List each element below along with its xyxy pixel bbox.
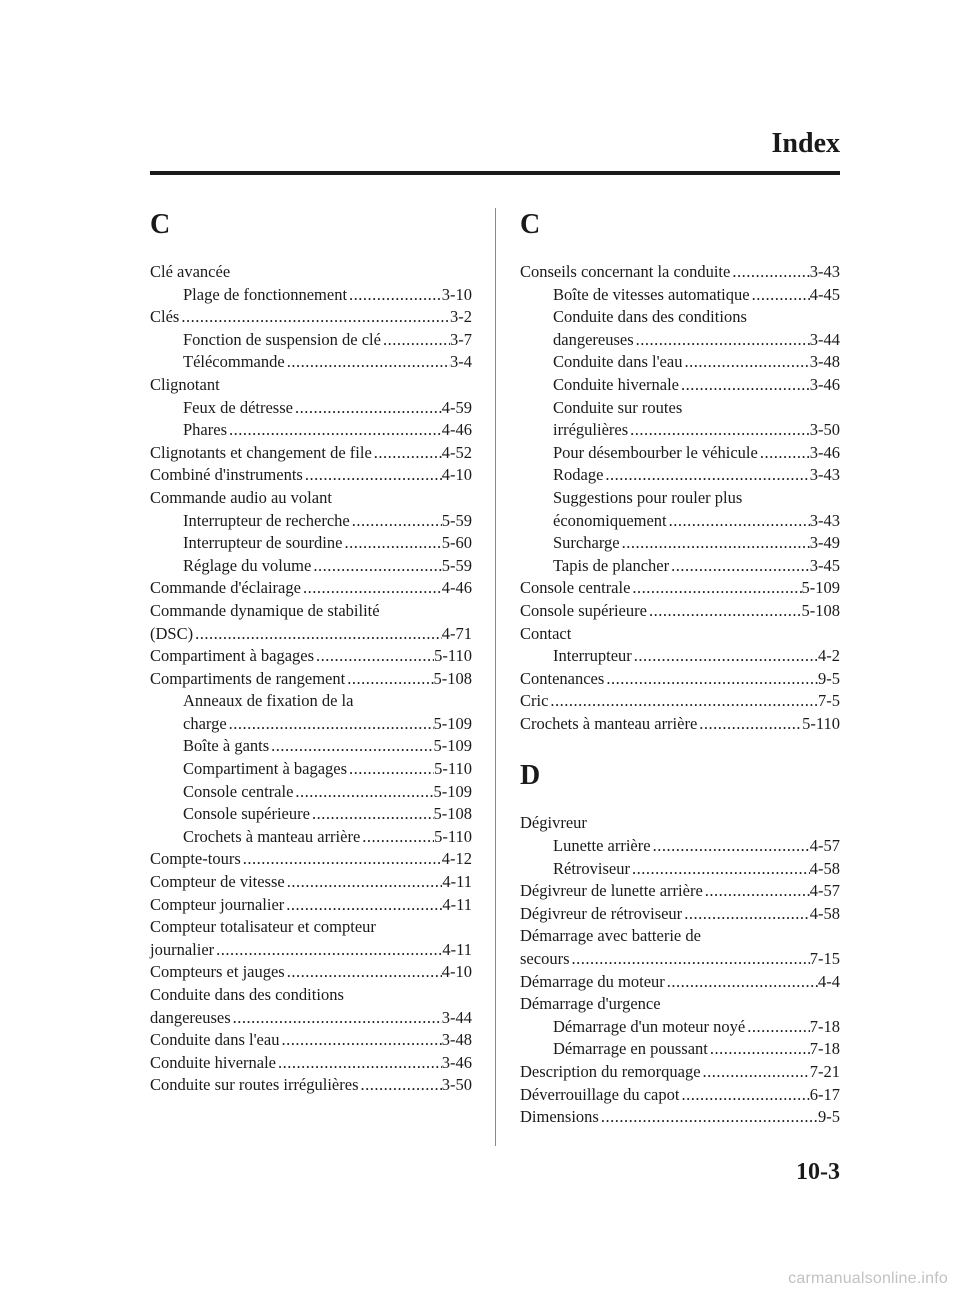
- entry-label: Description du remorquage: [520, 1062, 701, 1081]
- entry-label: Commande dynamique de stabilité: [150, 600, 380, 620]
- entry-page: 7-21: [809, 1062, 840, 1081]
- entry-page: 5-108: [433, 668, 472, 688]
- dot-leader: [599, 1106, 818, 1129]
- index-title: Index: [771, 128, 840, 159]
- entry-label: Conduite sur routes: [553, 397, 683, 417]
- entry-label: Contact: [520, 623, 572, 643]
- entry-label: Compartiments de rangement: [150, 668, 346, 688]
- dot-leader: [604, 668, 818, 691]
- dot-leader: [630, 858, 810, 881]
- entry-page: 3-7: [450, 329, 472, 349]
- entry-label: Conduite dans des conditions: [150, 985, 344, 1004]
- entry-page: 7-15: [809, 949, 840, 969]
- entry-label: Surcharge: [553, 533, 620, 553]
- entry-label: charge: [183, 713, 227, 733]
- entry-page: 3-49: [809, 533, 840, 553]
- dot-leader: [569, 948, 809, 971]
- entry-page: 5-110: [434, 826, 472, 846]
- entry-page: 3-46: [809, 442, 840, 462]
- entry-label: Anneaux de fixation de la: [183, 691, 354, 711]
- entry-label: Compteur journalier: [150, 894, 285, 914]
- entry-label: dangereuses: [553, 329, 634, 349]
- index-entry: [520, 948, 840, 971]
- entry-page: 4-46: [441, 420, 472, 440]
- index-entry: [520, 555, 840, 578]
- entry-page: 4-10: [441, 962, 472, 982]
- entry-label: Démarrage d'urgence: [520, 994, 661, 1014]
- index-entry: [150, 803, 472, 826]
- entry-label: Clignotants et changement de file: [150, 442, 372, 462]
- entry-page: 4-11: [442, 894, 472, 914]
- index-entry: [520, 903, 840, 926]
- left-column: [150, 210, 472, 1097]
- entry-label: Compartiment à bagages: [183, 759, 348, 779]
- index-entry: [150, 645, 472, 668]
- dot-leader: [548, 690, 818, 713]
- entry-label: Conduite dans l'eau: [150, 1030, 280, 1050]
- index-entry: [150, 1029, 472, 1052]
- entry-label: économiquement: [553, 510, 667, 530]
- index-entry: [520, 577, 840, 600]
- entry-label: irrégulières: [553, 420, 629, 440]
- entry-page: 5-59: [441, 555, 472, 575]
- index-entry: [520, 993, 840, 1016]
- section-letter: C: [150, 209, 171, 240]
- entry-page: 3-48: [441, 1030, 472, 1050]
- dot-leader: [603, 464, 809, 487]
- index-entry: [150, 690, 472, 713]
- index-entry: [150, 510, 472, 533]
- entry-label: Interrupteur de sourdine: [183, 533, 343, 553]
- entry-label: Conseils concernant la conduite: [520, 262, 731, 281]
- entry-label: Crochets à manteau arrière: [520, 713, 698, 733]
- entry-label: Feux de détresse: [183, 397, 293, 417]
- dot-leader: [745, 1016, 810, 1039]
- index-entry: [520, 284, 840, 307]
- page-number: 10-3: [796, 1159, 840, 1185]
- index-entry: [150, 464, 472, 487]
- index-entry: [150, 532, 472, 555]
- dot-leader: [310, 803, 434, 826]
- index-entry: [150, 487, 472, 510]
- entry-page: 5-108: [433, 804, 472, 824]
- index-entry: [150, 306, 472, 329]
- entry-page: 3-46: [809, 374, 840, 394]
- dot-leader: [703, 880, 810, 903]
- dot-leader: [667, 510, 810, 533]
- index-entry: [150, 351, 472, 374]
- dot-leader: [679, 1084, 809, 1107]
- index-entry: [150, 781, 472, 804]
- entry-label: Suggestions pour rouler plus: [553, 487, 743, 507]
- entry-page: 5-110: [802, 713, 840, 733]
- index-entry: [150, 374, 472, 397]
- index-entry: [520, 690, 840, 713]
- dot-leader: [193, 623, 442, 646]
- entry-page: 4-10: [441, 465, 472, 485]
- index-entry: [150, 1007, 472, 1030]
- dot-leader: [342, 532, 441, 555]
- dot-leader: [708, 1038, 810, 1061]
- entry-label: Télécommande: [183, 352, 285, 372]
- entry-label: dangereuses: [150, 1007, 231, 1027]
- index-entry: [520, 812, 840, 835]
- dot-leader: [231, 1007, 442, 1030]
- entry-page: 5-109: [433, 736, 472, 756]
- dot-leader: [669, 555, 810, 578]
- dot-leader: [628, 419, 810, 442]
- entry-label: Démarrage en poussant: [553, 1039, 708, 1059]
- index-entry: [150, 577, 472, 600]
- entry-label: Boîte à gants: [183, 736, 270, 756]
- index-entry: [520, 487, 840, 510]
- index-entry: [520, 1038, 840, 1061]
- dot-leader: [634, 329, 810, 352]
- index-entry: [520, 532, 840, 555]
- entry-label: Interrupteur: [553, 646, 632, 666]
- entry-label: Compartiment à bagages: [150, 646, 315, 666]
- entry-label: journalier: [150, 939, 215, 959]
- index-entry: [520, 464, 840, 487]
- index-entry: [520, 351, 840, 374]
- entry-page: 3-50: [809, 420, 840, 440]
- dot-leader: [651, 835, 810, 858]
- entry-page: 3-43: [809, 510, 840, 530]
- entry-label: Console supérieure: [183, 804, 310, 824]
- entry-label: Démarrage d'un moteur noyé: [553, 1016, 746, 1036]
- index-entry: [150, 939, 472, 962]
- index-entry: [150, 916, 472, 939]
- dot-leader: [750, 284, 810, 307]
- dot-leader: [682, 903, 810, 926]
- entry-list: [520, 812, 840, 1128]
- entry-page: 4-52: [441, 442, 472, 462]
- entry-page: 7-5: [818, 691, 840, 711]
- entry-page: 4-12: [441, 849, 472, 869]
- dot-leader: [665, 971, 818, 994]
- dot-leader: [372, 442, 442, 465]
- entry-page: 5-59: [441, 510, 472, 530]
- entry-page: 3-45: [809, 555, 840, 575]
- entry-page: 4-11: [442, 939, 472, 959]
- index-entry: [520, 374, 840, 397]
- entry-label: (DSC): [150, 623, 194, 643]
- entry-label: secours: [520, 949, 570, 969]
- dot-leader: [284, 894, 442, 917]
- watermark: carmanualsonline.info: [788, 1270, 948, 1287]
- index-entry: [520, 971, 840, 994]
- index-entry: [150, 261, 472, 284]
- dot-leader: [701, 1061, 810, 1084]
- entry-label: Démarrage du moteur: [520, 971, 665, 991]
- section-gap: [520, 735, 840, 761]
- entry-page: 6-17: [809, 1084, 840, 1104]
- entry-list: [150, 261, 472, 1097]
- section-letter: D: [520, 760, 541, 792]
- entry-page: 3-44: [809, 329, 840, 349]
- index-entry: [520, 925, 840, 948]
- entry-label: Clé avancée: [150, 262, 231, 281]
- dot-leader: [241, 848, 442, 871]
- index-entry: [520, 306, 840, 329]
- dot-leader: [730, 261, 809, 284]
- dot-leader: [227, 713, 434, 736]
- index-entry: [520, 645, 840, 668]
- entry-label: Plage de fonctionnement: [183, 284, 348, 304]
- index-entry: [150, 984, 472, 1007]
- dot-leader: [311, 555, 441, 578]
- entry-label: Conduite sur routes irrégulières: [150, 1075, 359, 1095]
- entry-label: Commande audio au volant: [150, 487, 332, 507]
- index-entry: [150, 894, 472, 917]
- index-entry: [520, 329, 840, 352]
- dot-leader: [301, 577, 442, 600]
- dot-leader: [347, 284, 442, 307]
- entry-page: 4-11: [442, 872, 472, 892]
- entry-label: Cric: [520, 691, 549, 711]
- index-entry: [520, 858, 840, 881]
- entry-label: Console centrale: [183, 781, 294, 801]
- dot-leader: [620, 532, 810, 555]
- entry-label: Dégivreur de rétroviseur: [520, 903, 683, 923]
- index-entry: [150, 329, 472, 352]
- dot-leader: [360, 826, 434, 849]
- entry-label: Commande d'éclairage: [150, 578, 301, 598]
- entry-label: Compteur de vitesse: [150, 872, 285, 892]
- entry-page: 3-48: [809, 352, 840, 372]
- dot-leader: [285, 961, 442, 984]
- index-entry: [520, 1106, 840, 1129]
- index-entry: [520, 623, 840, 646]
- entry-label: Combiné d'instruments: [150, 465, 303, 485]
- index-entry: [150, 1074, 472, 1097]
- dot-leader: [630, 577, 801, 600]
- entry-page: 4-57: [809, 881, 840, 901]
- index-entry: [520, 442, 840, 465]
- entry-label: Conduite hivernale: [150, 1052, 277, 1072]
- entry-label: Pour désembourber le véhicule: [553, 442, 758, 462]
- index-entry: [150, 668, 472, 691]
- entry-label: Dégivreur: [520, 813, 587, 833]
- dot-leader: [214, 939, 442, 962]
- index-entry: [520, 600, 840, 623]
- dot-leader: [679, 374, 810, 397]
- index-entry: [520, 1061, 840, 1084]
- entry-label: Compte-tours: [150, 849, 241, 869]
- entry-label: Conduite hivernale: [553, 374, 680, 394]
- entry-page: 4-45: [809, 284, 840, 304]
- entry-page: 4-58: [809, 903, 840, 923]
- index-entry: [150, 600, 472, 623]
- entry-page: 5-110: [434, 759, 472, 779]
- index-entry: [520, 419, 840, 442]
- entry-label: Dégivreur de lunette arrière: [520, 881, 703, 901]
- entry-page: 5-109: [433, 713, 472, 733]
- index-entry: [150, 623, 472, 646]
- entry-page: 3-2: [450, 307, 472, 327]
- dot-leader: [647, 600, 802, 623]
- index-entry: [150, 848, 472, 871]
- index-entry: [150, 713, 472, 736]
- entry-page: 4-4: [818, 971, 840, 991]
- index-entry: [520, 835, 840, 858]
- entry-label: Compteur totalisateur et compteur: [150, 917, 376, 937]
- entry-label: Démarrage avec batterie de: [520, 926, 701, 946]
- index-entry: [520, 1084, 840, 1107]
- entry-page: 3-43: [809, 262, 840, 281]
- index-entry: [520, 880, 840, 903]
- dot-leader: [345, 668, 433, 691]
- index-entry: [150, 284, 472, 307]
- index-entry: [520, 510, 840, 533]
- entry-page: 5-109: [433, 781, 472, 801]
- entry-label: Boîte de vitesses automatique: [553, 284, 750, 304]
- index-entry: [150, 871, 472, 894]
- entry-page: 4-59: [441, 397, 472, 417]
- dot-leader: [381, 329, 450, 352]
- index-entry: [150, 397, 472, 420]
- dot-leader: [303, 464, 442, 487]
- entry-page: 4-71: [441, 623, 472, 643]
- entry-label: Clés: [150, 307, 180, 327]
- entry-page: 4-2: [818, 646, 840, 666]
- entry-page: 4-58: [809, 858, 840, 878]
- dot-leader: [632, 645, 818, 668]
- index-entry: [150, 1052, 472, 1075]
- index-entry: [150, 961, 472, 984]
- index-entry: [150, 555, 472, 578]
- header-rule: [150, 171, 840, 175]
- entry-label: Interrupteur de recherche: [183, 510, 350, 530]
- index-entry: [520, 668, 840, 691]
- entry-label: Console centrale: [520, 578, 631, 598]
- dot-leader: [285, 351, 450, 374]
- entry-label: Réglage du volume: [183, 555, 312, 575]
- entry-page: 7-18: [809, 1039, 840, 1059]
- entry-label: Rodage: [553, 465, 604, 485]
- dot-leader: [276, 1052, 442, 1075]
- entry-page: 3-10: [441, 284, 472, 304]
- entry-page: 9-5: [818, 1107, 840, 1127]
- entry-label: Console supérieure: [520, 600, 647, 620]
- entry-label: Phares: [183, 420, 227, 440]
- entry-page: 4-57: [809, 836, 840, 856]
- index-entry: [150, 442, 472, 465]
- column-divider: [495, 208, 496, 1146]
- dot-leader: [227, 419, 442, 442]
- dot-leader: [347, 758, 434, 781]
- dot-leader: [682, 351, 809, 374]
- dot-leader: [350, 510, 442, 533]
- entry-page: 9-5: [818, 668, 840, 688]
- index-entry: [150, 758, 472, 781]
- entry-label: Déverrouillage du capot: [520, 1084, 680, 1104]
- index-entry: [150, 419, 472, 442]
- entry-page: 5-60: [441, 533, 472, 553]
- entry-label: Conduite dans l'eau: [553, 352, 683, 372]
- dot-leader: [314, 645, 434, 668]
- entry-label: Crochets à manteau arrière: [183, 826, 361, 846]
- entry-label: Contenances: [520, 668, 605, 688]
- entry-page: 3-4: [450, 352, 472, 372]
- entry-page: 4-46: [441, 578, 472, 598]
- entry-page: 5-110: [434, 646, 472, 666]
- index-entry: [520, 713, 840, 736]
- entry-page: 3-50: [441, 1075, 472, 1095]
- dot-leader: [758, 442, 810, 465]
- index-entry: [520, 1016, 840, 1039]
- dot-leader: [179, 306, 450, 329]
- entry-label: Dimensions: [520, 1107, 599, 1127]
- index-entry: [150, 826, 472, 849]
- dot-leader: [279, 1029, 441, 1052]
- entry-label: Compteurs et jauges: [150, 962, 285, 982]
- entry-page: 7-18: [809, 1016, 840, 1036]
- dot-leader: [293, 397, 442, 420]
- entry-label: Rétroviseur: [553, 858, 630, 878]
- entry-label: Tapis de plancher: [553, 555, 670, 575]
- entry-label: Clignotant: [150, 374, 220, 394]
- index-entry: [150, 735, 472, 758]
- dot-leader: [269, 735, 433, 758]
- entry-label: Fonction de suspension de clé: [183, 329, 381, 349]
- entry-list: [520, 261, 840, 735]
- dot-leader: [285, 871, 443, 894]
- section-letter: C: [520, 209, 541, 240]
- dot-leader: [697, 713, 802, 736]
- entry-label: Conduite dans des conditions: [553, 307, 747, 327]
- entry-label: Lunette arrière: [553, 836, 651, 856]
- right-column: [520, 210, 840, 1129]
- entry-page: 3-44: [441, 1007, 472, 1027]
- dot-leader: [359, 1074, 442, 1097]
- entry-page: 3-46: [441, 1052, 472, 1072]
- index-entry: [520, 397, 840, 420]
- index-entry: [520, 261, 840, 284]
- entry-page: 5-108: [801, 600, 840, 620]
- entry-page: 3-43: [809, 465, 840, 485]
- entry-page: 5-109: [801, 578, 840, 598]
- dot-leader: [293, 781, 433, 804]
